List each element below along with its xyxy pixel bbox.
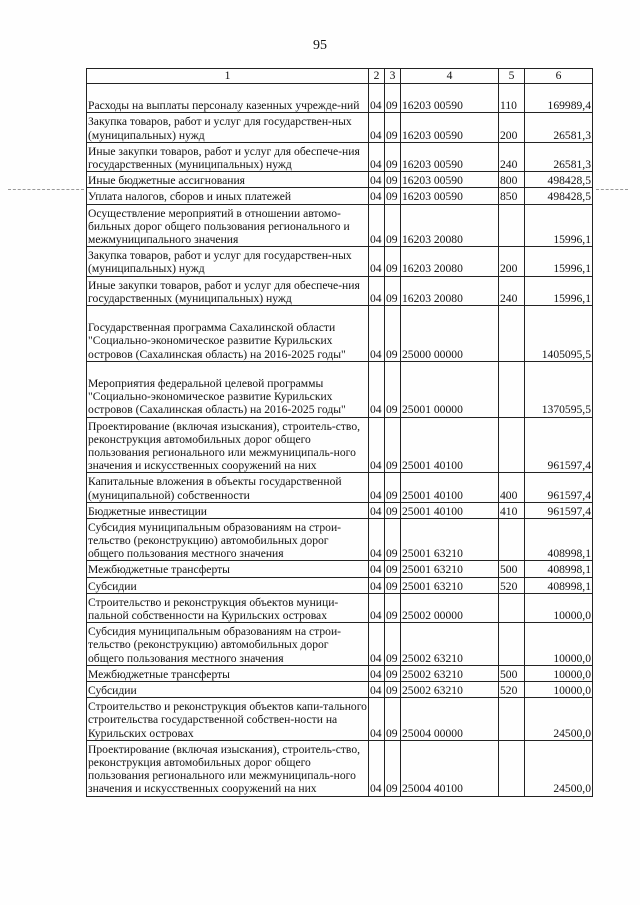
table-row [87,518,593,561]
row-expense-type-cell: 520 [499,682,525,698]
row-name-cell: Проектирование (включая изыскания), строитель-ство, реконструкция автомобильных дорог общего пользования регионального или межмуниципаль-ного значения и искусственных сооружений на них [87,740,369,796]
row-name-cell: Субсидия муниципальным образованиям на строи-тельство (реконструкцию) автомобильных дорог общего пользования местного значения [87,518,369,561]
row-expense-type-cell: 800 [499,172,525,188]
row-subsection-cell: 09 [385,682,401,698]
row-section-cell: 04 [369,593,385,622]
row-expense-type-cell [499,698,525,741]
row-name-cell: Осуществление мероприятий в отношении автомо-бильных дорог общего пользования регионального и межмуниципального значения [87,204,369,247]
row-section-cell: 04 [369,113,385,142]
row-target-article-cell: 25004 00000 [401,698,499,741]
row-name-cell: Межбюджетные трансферты [87,561,369,577]
row-amount-cell: 15996,1 [525,204,593,247]
row-name-cell: Субсидии [87,682,369,698]
row-section-cell: 04 [369,682,385,698]
row-amount-cell: 408998,1 [525,518,593,561]
row-subsection-cell: 09 [385,113,401,142]
row-subsection-cell: 09 [385,417,401,473]
row-name-cell: Бюджетные инвестиции [87,502,369,518]
row-target-article-cell: 16203 20080 [401,247,499,276]
row-expense-type-cell: 200 [499,247,525,276]
row-target-article-cell: 16203 00590 [401,113,499,142]
row-subsection-cell: 09 [385,561,401,577]
row-amount-cell: 169989,4 [525,84,593,113]
row-amount-cell: 15996,1 [525,247,593,276]
row-target-article-cell: 25002 63210 [401,682,499,698]
table-row [87,577,593,593]
row-subsection-cell: 09 [385,305,401,361]
row-subsection-cell: 09 [385,172,401,188]
row-amount-cell: 498428,5 [525,188,593,204]
row-section-cell: 04 [369,740,385,796]
row-subsection-cell: 09 [385,204,401,247]
table-row [87,361,593,417]
row-expense-type-cell [499,204,525,247]
row-subsection-cell: 09 [385,84,401,113]
row-amount-cell: 961597,4 [525,473,593,502]
row-subsection-cell: 09 [385,502,401,518]
row-section-cell: 04 [369,204,385,247]
row-target-article-cell: 25004 40100 [401,740,499,796]
table-row [87,740,593,796]
table-row [87,188,593,204]
row-target-article-cell: 25001 63210 [401,577,499,593]
row-target-article-cell: 16203 00590 [401,188,499,204]
row-section-cell: 04 [369,665,385,681]
row-section-cell: 04 [369,172,385,188]
row-name-cell: Проектирование (включая изыскания), строитель-ство, реконструкция автомобильных дорог общего пользования регионального или межмуниципаль-ного значения и искусственных сооружений на них [87,417,369,473]
row-target-article-cell: 16203 20080 [401,276,499,305]
row-subsection-cell: 09 [385,665,401,681]
row-amount-cell: 10000,0 [525,623,593,666]
row-amount-cell: 1370595,5 [525,361,593,417]
row-name-cell: Мероприятия федеральной целевой программы "Социально-экономическое развитие Курильских островов (Сахалинская область) на 2016-2025 годы" [87,361,369,417]
row-name-cell: Иные бюджетные ассигнования [87,172,369,188]
table-row [87,502,593,518]
table-row [87,665,593,681]
row-expense-type-cell: 240 [499,276,525,305]
row-section-cell: 04 [369,561,385,577]
row-amount-cell: 26581,3 [525,113,593,142]
row-subsection-cell: 09 [385,698,401,741]
row-subsection-cell: 09 [385,518,401,561]
row-amount-cell: 26581,3 [525,142,593,171]
col-header-1: 1 [87,69,369,84]
row-section-cell: 04 [369,417,385,473]
row-section-cell: 04 [369,247,385,276]
table-row [87,247,593,276]
row-expense-type-cell [499,305,525,361]
row-name-cell: Строительство и реконструкция объектов капи-тального строительства государственной собствен-ности на Курильских островах [87,698,369,741]
row-section-cell: 04 [369,518,385,561]
col-header-4: 4 [401,69,499,84]
row-subsection-cell: 09 [385,473,401,502]
row-expense-type-cell [499,518,525,561]
row-expense-type-cell: 400 [499,473,525,502]
row-amount-cell: 24500,0 [525,740,593,796]
row-target-article-cell: 25001 40100 [401,417,499,473]
row-section-cell: 04 [369,473,385,502]
row-target-article-cell: 25001 63210 [401,561,499,577]
table-row [87,473,593,502]
header-row [87,69,593,84]
row-subsection-cell: 09 [385,142,401,171]
table-row [87,417,593,473]
table-row [87,593,593,622]
row-name-cell: Уплата налогов, сборов и иных платежей [87,188,369,204]
row-name-cell: Субсидия муниципальным образованиям на строи-тельство (реконструкцию) автомобильных дорог общего пользования местного значения [87,623,369,666]
table-row [87,698,593,741]
row-subsection-cell: 09 [385,577,401,593]
row-amount-cell: 961597,4 [525,502,593,518]
table-row [87,204,593,247]
table-row [87,84,593,113]
row-amount-cell: 1405095,5 [525,305,593,361]
budget-table [86,68,593,797]
row-expense-type-cell: 110 [499,84,525,113]
row-subsection-cell: 09 [385,740,401,796]
col-header-3: 3 [385,69,401,84]
row-name-cell: Государственная программа Сахалинской области "Социально-экономическое развитие Курильских островов (Сахалинская область) на 2016-2025 годы" [87,305,369,361]
row-section-cell: 04 [369,305,385,361]
row-expense-type-cell: 240 [499,142,525,171]
row-name-cell: Строительство и реконструкция объектов муници-пальной собственности на Курильских островах [87,593,369,622]
row-expense-type-cell: 500 [499,665,525,681]
row-expense-type-cell [499,593,525,622]
row-target-article-cell: 25002 63210 [401,623,499,666]
dashed-margin-line-left [8,189,84,190]
col-header-6: 6 [525,69,593,84]
row-amount-cell: 10000,0 [525,665,593,681]
table-row [87,113,593,142]
row-section-cell: 04 [369,577,385,593]
table-row [87,172,593,188]
row-section-cell: 04 [369,623,385,666]
row-amount-cell: 408998,1 [525,561,593,577]
dashed-margin-line-right [596,189,628,190]
row-target-article-cell: 16203 00590 [401,142,499,171]
table-row [87,305,593,361]
row-target-article-cell: 25001 40100 [401,473,499,502]
row-subsection-cell: 09 [385,188,401,204]
table-row [87,276,593,305]
row-section-cell: 04 [369,361,385,417]
row-expense-type-cell [499,623,525,666]
row-amount-cell: 408998,1 [525,577,593,593]
row-expense-type-cell [499,361,525,417]
row-target-article-cell: 16203 00590 [401,172,499,188]
row-section-cell: 04 [369,502,385,518]
row-target-article-cell: 25000 00000 [401,305,499,361]
row-subsection-cell: 09 [385,247,401,276]
row-subsection-cell: 09 [385,276,401,305]
row-subsection-cell: 09 [385,623,401,666]
row-amount-cell: 10000,0 [525,682,593,698]
row-section-cell: 04 [369,84,385,113]
row-amount-cell: 15996,1 [525,276,593,305]
col-header-5: 5 [499,69,525,84]
row-name-cell: Закупка товаров, работ и услуг для государствен-ных (муниципальных) нужд [87,113,369,142]
row-target-article-cell: 25002 63210 [401,665,499,681]
row-expense-type-cell: 500 [499,561,525,577]
row-name-cell: Иные закупки товаров, работ и услуг для обеспече-ния государственных (муниципальных) нужд [87,276,369,305]
row-section-cell: 04 [369,276,385,305]
col-header-2: 2 [369,69,385,84]
table-body [87,84,593,797]
row-expense-type-cell [499,417,525,473]
row-subsection-cell: 09 [385,361,401,417]
row-target-article-cell: 16203 20080 [401,204,499,247]
row-name-cell: Субсидии [87,577,369,593]
row-amount-cell: 961597,4 [525,417,593,473]
table-row [87,682,593,698]
table-row [87,561,593,577]
row-expense-type-cell [499,740,525,796]
row-section-cell: 04 [369,698,385,741]
table-row [87,623,593,666]
row-expense-type-cell: 410 [499,502,525,518]
row-amount-cell: 498428,5 [525,172,593,188]
row-section-cell: 04 [369,188,385,204]
row-subsection-cell: 09 [385,593,401,622]
row-amount-cell: 10000,0 [525,593,593,622]
row-target-article-cell: 25001 00000 [401,361,499,417]
row-name-cell: Иные закупки товаров, работ и услуг для обеспече-ния государственных (муниципальных) нужд [87,142,369,171]
table-row [87,142,593,171]
row-target-article-cell: 25002 00000 [401,593,499,622]
row-section-cell: 04 [369,142,385,171]
row-name-cell: Расходы на выплаты персоналу казенных учрежде-ний [87,84,369,113]
row-expense-type-cell: 520 [499,577,525,593]
row-name-cell: Закупка товаров, работ и услуг для государствен-ных (муниципальных) нужд [87,247,369,276]
row-name-cell: Межбюджетные трансферты [87,665,369,681]
row-target-article-cell: 25001 40100 [401,502,499,518]
row-name-cell: Капитальные вложения в объекты государственной (муниципальной) собственности [87,473,369,502]
page-number: 95 [313,38,327,53]
row-amount-cell: 24500,0 [525,698,593,741]
row-expense-type-cell: 850 [499,188,525,204]
row-expense-type-cell: 200 [499,113,525,142]
row-target-article-cell: 16203 00590 [401,84,499,113]
row-target-article-cell: 25001 63210 [401,518,499,561]
